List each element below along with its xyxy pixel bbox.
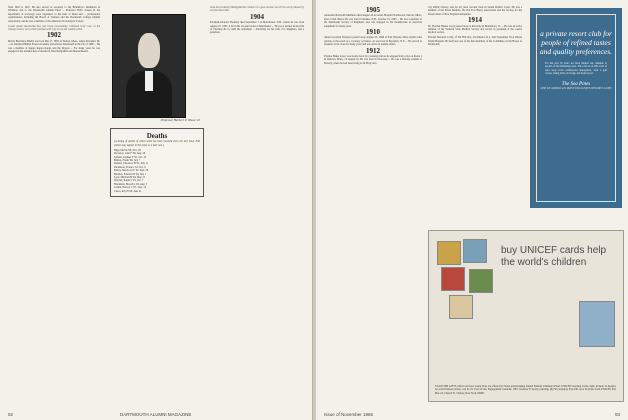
death-entry: Leland, Harvey C '07, Sept. 14 xyxy=(114,186,147,190)
death-entry: Bishop, Frank '98, July 7 xyxy=(114,158,140,162)
left-page-number: 92 xyxy=(8,412,14,417)
deaths-box xyxy=(110,128,204,197)
right-column-2 xyxy=(428,6,522,48)
death-entry: Blackman, Harold L '06, Aug. 3 xyxy=(114,182,148,186)
right-footer-issue: Issue of November 1966 xyxy=(324,412,374,417)
greeting-card-icon xyxy=(437,241,461,265)
class-1905-heading: 1905 xyxy=(366,6,380,14)
death-entry: Lyon, Mitchell H '04, May 21 xyxy=(114,175,145,179)
death-entry: Buckley, Edward M '03, July 1 xyxy=(114,172,147,176)
death-entry: Dorrance, John F '96, Aug. 26 xyxy=(114,152,146,156)
class-1914-text: Dr. Fletcher Hunter Curry passed away at his home in Brattleboro, Vt. ... He was an active member of the Vermont State Medical Society and served as president of the county medical society. xyxy=(428,24,522,35)
left-column-2 xyxy=(110,128,204,197)
death-entry: Daniels, Theodore H '01, July 11 xyxy=(114,162,149,166)
resort-ad xyxy=(530,8,622,208)
greeting-card-icon xyxy=(463,239,487,263)
unicef-headline: buy UNICEF cards help the world's children xyxy=(501,245,607,268)
left-column-1 xyxy=(8,6,100,55)
right-page xyxy=(316,0,628,420)
class-1904-heading: 1904 xyxy=(250,12,264,21)
right-column-1 xyxy=(324,6,422,67)
deaths-intro: [A listing of deaths of which word has been received since the last issue. Full notices may appear in this issue or a later one.] xyxy=(114,140,200,147)
class-1905-text: Alexander Beckwith Matthews died August 20 in Green Hospital Northwood, Detroit, Mich., after a brief illness. He was born in Nashua, N.H., October 25, 1883 ... He was a member of the Dartmouth Society of Engineers and was engaged in the manufacture of electrical equipment for many years. xyxy=(324,14,422,28)
ad-logo-sub: ONE OF AMERICA'S MOST EXCLUSIVE RESORT CLUBS xyxy=(540,86,612,90)
death-entry: Webster, Ralph S '05, Oct. 7 xyxy=(114,179,144,183)
class-1910-heading: 1910 xyxy=(366,28,380,37)
edward-text: Edward Newman Colby, of Tilt Hill Ave., Providence, R.I., died September 30 at Rhode Island Hospital. He had been one of the first members of the Committee on the House of Dartmouth. xyxy=(428,36,522,47)
death-entry: Dickinson, Frank L '01, Oct. 8 xyxy=(114,165,146,169)
ad-title: a private resort club for people of refined tastes and quality preferences. xyxy=(539,29,613,56)
class-1914-heading: 1914 xyxy=(468,16,482,25)
greeting-card-icon xyxy=(449,295,473,319)
class-1912-text: Thomas Baker Carey was struck down by a passing train as he stepped from a bus on Route 1 in Danvers, Mass., on August 19. He was born in Worcester ... He was a lifelong resident of Beverly, where he had been living at 29 Holly Ave. xyxy=(324,55,422,65)
class-1910-text: Albert Goodwin Ferguson passed away August 23, 1966 at East Orleans, Mass. Death came quickly as the result of a coronary occlusion. Al was born in Brooklyn, N.Y. ... He served as treasurer of the class for many years and was active in alumni affairs. xyxy=(324,36,422,47)
left-page xyxy=(0,0,313,420)
unicef-caption: YULETIDE GIFTS which will save young lives are offered by Nobel-prizewinning United Nations Children's Fund. UNICEF Greeting Cards, right, include 12 designs by world-famous artists, cost $1.25 a box of ten. Engagement Calendar, 1967, features 53 lovely paintings ($2.50 postpaid). Free full color brochure from UNICEF, P.O. Box 22, Church St. Station, New York 10008. xyxy=(435,384,617,395)
right-page-number: 93 xyxy=(614,412,620,417)
death-entry: Hugo Morris '00, Nov. 26 xyxy=(114,148,141,152)
death-entry: Chace, Ray H '08, June 21 xyxy=(114,189,142,193)
ad-text: For the past 33 years we have limited our clientele to people of discriminating taste. The Club is on 300 acres of land away from commercial atmosphere, with a golf course, riding trails, ski lodge and heated pool. xyxy=(545,62,607,76)
deaths-title: Deaths xyxy=(146,132,168,140)
ad-logo: The Sea Pines xyxy=(561,81,591,87)
calendar-icon xyxy=(579,301,615,347)
class-1912-heading: 1912 xyxy=(366,46,380,55)
deaths-list xyxy=(114,149,200,193)
portrait-photo xyxy=(112,14,186,118)
greeting-card-icon xyxy=(441,267,465,291)
col-top-text: city Public Library, and for 40 years warrant clerk in Salem District Court. He was a member of the Essex Institute, the Old Fort Henry Association and the Society for the Preservation of New England Antiquities. xyxy=(428,6,522,16)
death-entry: Emery, Sherwood T '02, Sept. 26 xyxy=(114,169,149,173)
filler-text: Lorem ipsum placeholder-free text block representing continued body copy of the obituary notice, set in small justified serif type across the column width. xyxy=(8,24,100,31)
unicef-ad xyxy=(428,230,624,402)
class-1904-text: Ferdinand Robert Thornley died September 7 in Manchester, N.H., where he was born August 27, 1881. A bit in his account books at Manchester ... He was a partner in the firm of Thornley & Co. until his retirement ... Surviving are his wife, two daughters, and a grandson. xyxy=(210,21,304,35)
left-footer-magazine: DARTMOUTH ALUMNI MAGAZINE xyxy=(120,412,192,417)
death-entry: Schenk, Gardner F '97, Oct. 22 xyxy=(114,155,147,159)
greeting-card-icon xyxy=(469,269,493,293)
photo-caption: Professor Herbert V. Olson '22 xyxy=(160,118,200,122)
continued-text: tions that normally distinguish the conduct of a great teacher; he will be sorely missed by all who knew him. xyxy=(210,6,304,13)
class-1902-heading: 1902 xyxy=(47,31,61,40)
left-column-3 xyxy=(210,6,304,36)
class-1902-text: Morris Beardsley Pitkins was born Mar 27, 1883, in Nelson, Mass., where his father, Dr. ... he attended Phillips Exeter Academy and entered Dartmouth in the fall of 1898 ... He was a member of Kappa Kappa Kappa and the Dragon ... For many years he was engaged in the manufacture of textiles in New Hampshire and Massachusetts. xyxy=(8,39,100,53)
top-paragraph: from 1943 to 1947. He also served as secretary to the Brattleboro Institution in Winthrop and to the Dartmouth Alumni Fund ... Professor Hill's classes in the department of sociology were appointed to the rank of Dean and ... professional organizations, including the Board of Trustees and the Dartmouth College Alumni Association, and he was a member of the American Sociological Society. xyxy=(8,6,100,23)
